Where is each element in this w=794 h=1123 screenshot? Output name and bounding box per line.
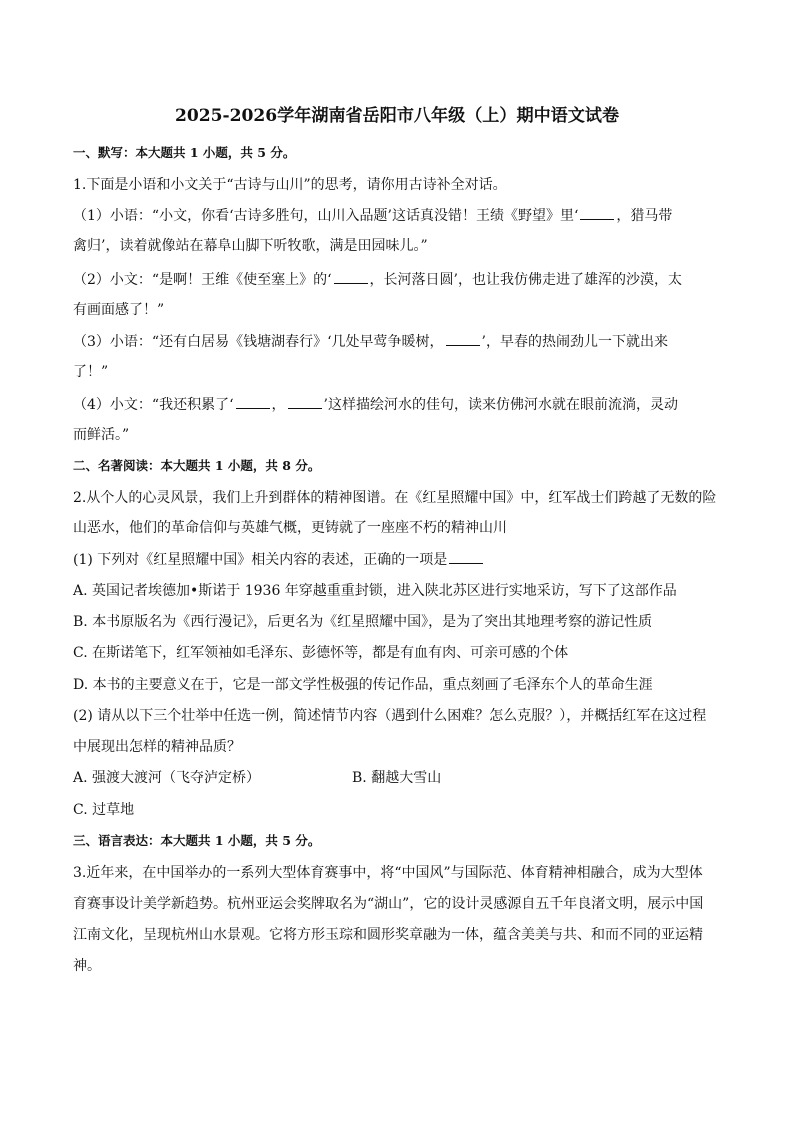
question-3-line-2: 育赛事设计美学新趋势。杭州亚运会奖牌取名为“湖山”，它的设计灵感源自五千年良渚文明，展示中国 (73, 896, 704, 912)
question-1-part-2-cont: 有画面感了！” (73, 302, 165, 318)
choice-b[interactable]: B. 翻越大雪山 (352, 770, 442, 786)
text-segment: ’这样描绘河水的佳句，读来仿佛河水就在眼前流淌，灵动 (323, 397, 678, 413)
question-1-part-3-cont: 了！” (73, 364, 109, 380)
text-segment: ，猎马带 (616, 208, 673, 224)
text-segment: （1）小语：“小文，你看‘古诗多胜句，山川入品题’这话真没错！王绩《野望》里‘ (73, 208, 579, 224)
text-segment: （4）小文：“我还积累了‘ (73, 397, 234, 413)
question-3-line-3: 江南文化，呈现杭州山水景观。它将方形玉琮和圆形奖章融为一体，蕴含美美与共、和而不同的亚运精 (73, 927, 703, 943)
question-1-part-3 (73, 332, 668, 352)
text-segment: ’，早春的热闹劲儿一下就出来 (481, 334, 668, 350)
section-prefix: 三、语言表达： (73, 833, 161, 848)
section-desc: 本大题共 1 小题，共 8 分。 (160, 458, 321, 473)
choice-a[interactable]: A. 强渡大渡河（飞夺泸定桥） (73, 770, 261, 786)
question-1-part-4 (73, 395, 678, 415)
question-2-sub-2: (2) 请从以下三个壮举中任选一例，简述情节内容（遇到什么困难？怎么克服？），并概括红军在这过程 (73, 708, 707, 724)
text-segment: ， (271, 397, 286, 413)
question-2-stem-cont: 山恶水，他们的革命信仰与英雄气概，更铸就了一座座不朽的精神山川 (73, 520, 507, 536)
option-a[interactable]: A. 英国记者埃德加•斯诺于 1936 年穿越重重封锁，进入陕北苏区进行实地采访，写下了这部作品 (73, 583, 677, 599)
answer-blank[interactable] (580, 207, 614, 220)
question-3-line-1: 3.近年来，在中国举办的一系列大型体育赛事中，将“中国风”与国际范、体育精神相融合，成为大型体 (73, 865, 703, 881)
option-d[interactable]: D. 本书的主要意义在于，它是一部文学性极强的传记作品，重点刻画了毛泽东个人的革命生涯 (73, 677, 653, 693)
option-b[interactable]: B. 本书原版名为《西行漫记》，后更名为《红星照耀中国》，是为了突出其地理考察的游记性质 (73, 614, 653, 630)
choice-c[interactable]: C. 过草地 (73, 802, 135, 818)
section-heading-1 (73, 143, 295, 163)
section-prefix: 一、默写： (73, 145, 136, 160)
question-1-part-4-cont: 而鲜活。” (73, 427, 130, 443)
text-segment: ，长河落日圆’，也让我仿佛走进了雄浑的沙漠，太 (369, 272, 682, 288)
answer-blank[interactable] (236, 396, 270, 409)
option-c[interactable]: C. 在斯诺笔下，红军领袖如毛泽东、彭德怀等，都是有血有肉、可亲可感的个体 (73, 645, 569, 661)
text-segment: (1) 下列对《红星照耀中国》相关内容的表述，正确的一项是 (73, 552, 448, 568)
answer-blank[interactable] (446, 333, 480, 346)
question-1-part-2 (73, 270, 682, 290)
text-segment: （3）小语：“还有白居易《钱塘湖春行》‘几处早莺争暖树， (73, 334, 444, 350)
section-desc: 本大题共 1 小题，共 5 分。 (160, 833, 321, 848)
page-title: 2025-2026学年湖南省岳阳市八年级（上）期中语文试卷 (174, 106, 620, 126)
question-1-part-1-cont: 禽归’，读着就像站在幕阜山脚下听牧歌，满是田园味儿。” (73, 238, 428, 254)
question-2-sub-2-cont: 中展现出怎样的精神品质？ (73, 739, 241, 755)
answer-blank[interactable] (288, 396, 322, 409)
question-2-stem: 2.从个人的心灵风景，我们上升到群体的精神图谱。在《红星照耀中国》中，红军战士们跨越了无数的险 (73, 490, 717, 506)
question-3-line-4: 神。 (73, 958, 101, 974)
question-1-stem: 1.下面是小语和小文关于“古诗与山川”的思考，请你用古诗补全对话。 (73, 177, 507, 193)
section-desc: 本大题共 1 小题，共 5 分。 (135, 145, 296, 160)
answer-blank[interactable] (449, 551, 483, 564)
question-1-part-1 (73, 206, 672, 226)
section-heading-3 (73, 831, 320, 851)
answer-blank[interactable] (334, 271, 368, 284)
text-segment: （2）小文：“是啊！王维《使至塞上》的‘ (73, 272, 332, 288)
section-prefix: 二、名著阅读： (73, 458, 161, 473)
question-2-sub-1 (73, 550, 485, 570)
section-heading-2 (73, 456, 320, 476)
